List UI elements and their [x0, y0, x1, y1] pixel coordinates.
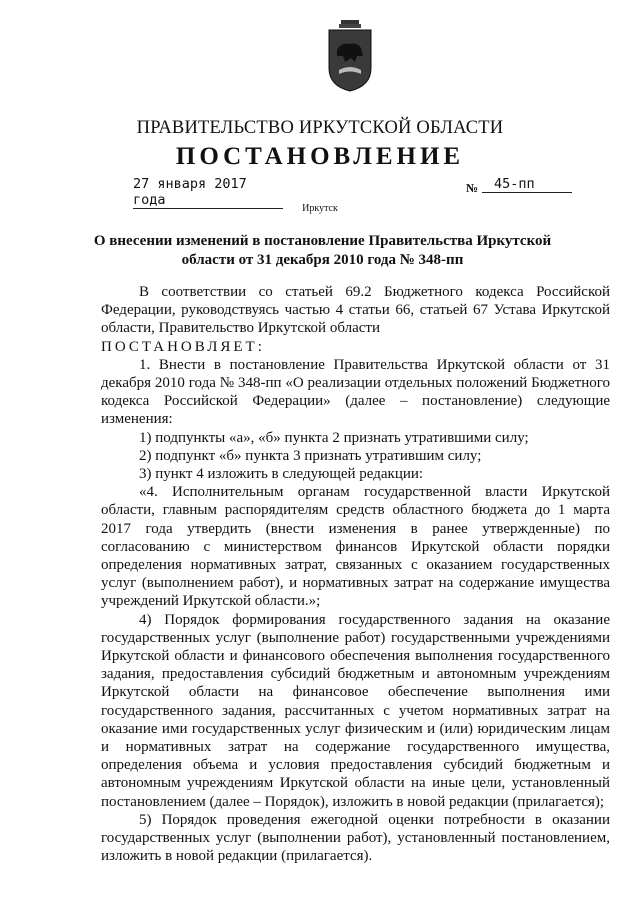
document-body [101, 283, 610, 866]
irkutsk-coat-of-arms-icon [327, 20, 373, 92]
subitem-1: 1) подпункты «а», «б» пункта 2 признать утратившими силу; [139, 429, 529, 446]
subitem-4: 4) Порядок формирования государственного задания на оказание государственных услуг (выполнение работ) государственными учреждениями Иркутской области и финансового обеспечения выполнения государственного задания, предоставления субсидий бюджетным и автономным учреждениям Иркутской области на финансовое обеспечение выполнения ими государственного задания, рассчитанных с учетом нормативных затрат на оказание ими государственных услуг физическим и (или) юридическим лицам и нормативных затрат на содержание государственного имущества, определения объема и условия предоставления субсидий бюджетным и автономным учреждениям Иркутской области на иные цели, установленный постановлением (далее – Порядок), изложить в новой редакции (прилагается); [101, 611, 610, 810]
document-city: Иркутск [302, 203, 338, 214]
subitem-2: 2) подпункт «б» пункта 3 признать утратившим силу; [139, 447, 482, 464]
document-heading: О внесении изменений в постановление Правительства Иркутской области от 31 декабря 2010 года № 348-пп [93, 233, 552, 268]
preamble-paragraph: В соответствии со статьей 69.2 Бюджетного кодекса Российской Федерации, руководствуясь частью 4 статьи 66, статьей 67 Устава Иркутской области, Правительство Иркутской области [101, 284, 610, 337]
document-date: 27 января 2017 года [133, 176, 283, 209]
subitem-5: 5) Порядок проведения ежегодной оценки потребности в оказании государственных услуг (выполнении работ), установленный постановлением, изложить в новой редакции (прилагается). [101, 811, 610, 865]
decree-word: ПОСТАНОВЛЯЕТ: [101, 338, 265, 355]
quoted-paragraph: «4. Исполнительным органам государственной власти Иркутской области, главным распорядителям средств областного бюджета до 1 марта 2017 года утвердить (внести изменения в ранее утвержденные) по согласованию с министерством финансов Иркутской области порядки определения нормативных затрат, связанных с оказанием государственных услуг (выполнением работ), и нормативных затрат на содержание имущества учреждений Иркутской области.»; [101, 484, 610, 610]
subitem-3: 3) пункт 4 изложить в следующей редакции: [139, 466, 424, 483]
document-type: ПОСТАНОВЛЕНИЕ [175, 143, 465, 170]
number-sign: № [466, 181, 479, 195]
paragraph-1: 1. Внести в постановление Правительства Иркутской области от 31 декабря 2010 года № 348-пп «О реализации отдельных положений Бюджетного кодекса Российской Федерации» (далее – постановление) следующие изменения: [101, 356, 610, 428]
document-number: 45-пп [482, 176, 572, 193]
government-name: ПРАВИТЕЛЬСТВО ИРКУТСКОЙ ОБЛАСТИ [136, 118, 504, 138]
